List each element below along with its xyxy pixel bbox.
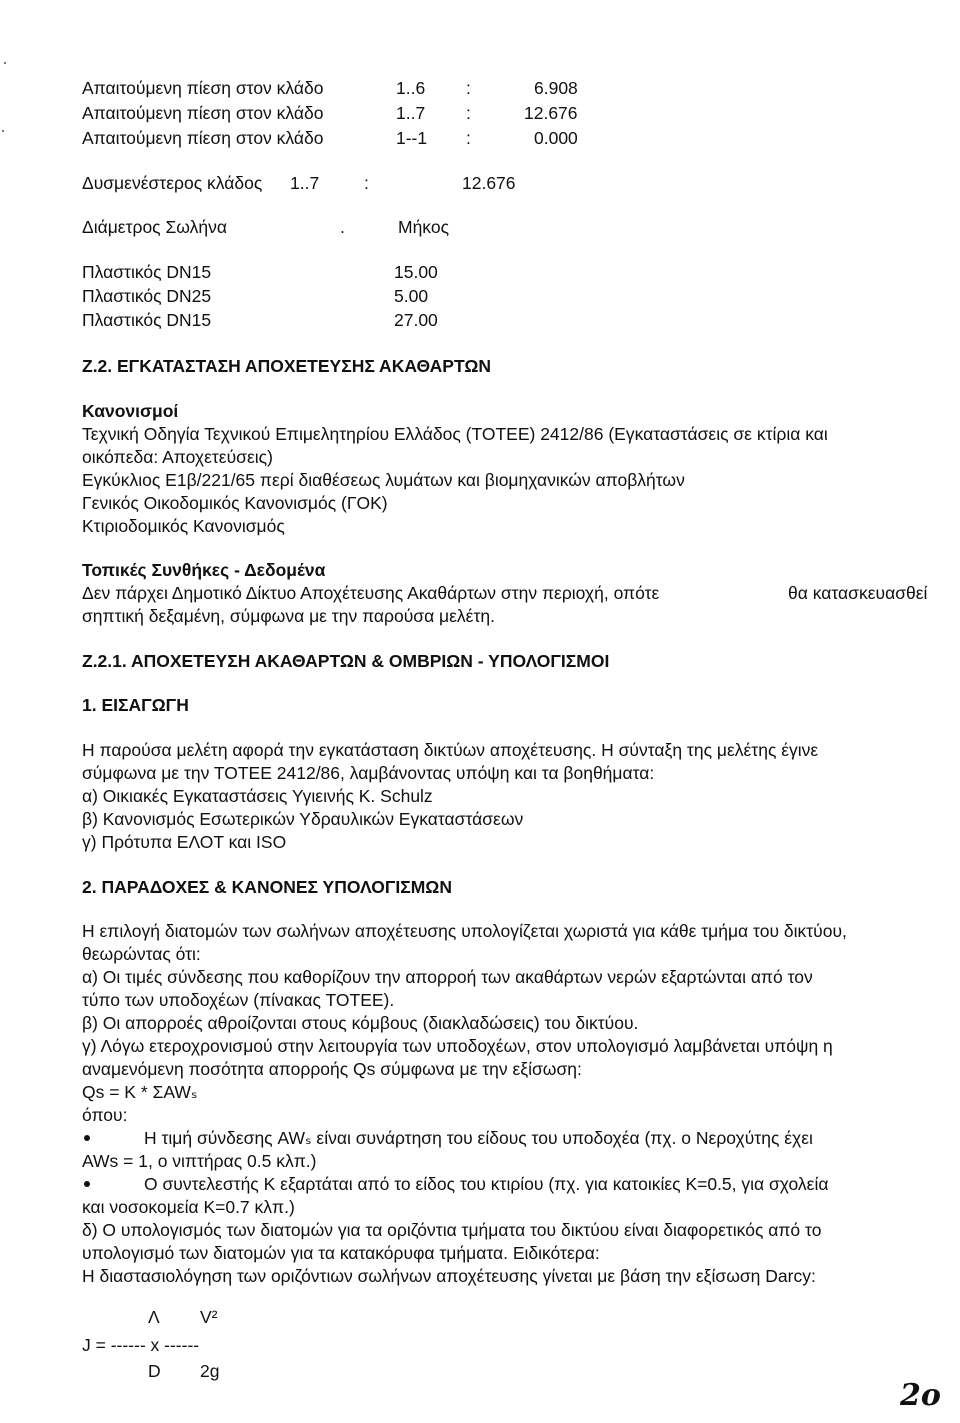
assumptions-line: Η διαστασιολόγηση των οριζόντιων σωλήνων αποχέτευσης γίνεται με βάση την εξίσωση Darcy: <box>82 1266 816 1286</box>
pressure-branch: 1..7 <box>396 103 426 123</box>
regulations-line: οικόπεδα: Αποχετεύσεις) <box>82 447 273 467</box>
scan-mark <box>2 130 4 132</box>
pressure-label: Απαιτούμενη πίεση στον κλάδο <box>82 78 324 98</box>
darcy-denominator-d: D <box>148 1361 161 1381</box>
pressure-value: 12.676 <box>524 103 578 123</box>
bullet-line: Η τιμή σύνδεσης AWₛ είναι συνάρτηση του είδους του υποδοχέα (πχ. ο Νεροχύτης έχει <box>144 1128 813 1148</box>
regulations-line: Εγκύκλιος Ε1β/221/65 περί διαθέσεως λυμάτων και βιομηχανικών αποβλήτων <box>82 470 685 490</box>
assumptions-heading: 2. ΠΑΡΑΔΟΧΕΣ & ΚΑΝΟΝΕΣ ΥΠΟΛΟΓΙΣΜΩΝ <box>82 877 452 897</box>
regulations-heading: Κανονισμοί <box>82 401 179 421</box>
bullet-line: Ο συντελεστής Κ εξαρτάται από το είδος του κτιρίου (πχ. για κατοικίες K=0.5, για σχολεία <box>144 1174 829 1194</box>
pressure-value: 0.000 <box>534 128 578 148</box>
pipe-length: 15.00 <box>394 262 438 282</box>
pipe-material: Πλαστικός DN15 <box>82 262 212 282</box>
assumptions-line: γ) Λόγω ετεροχρονισμού στην λειτουργία των υποδοχέων, στον υπολογισμό λαμβάνεται υπόψη η <box>82 1036 833 1056</box>
pressure-sep: : <box>466 128 471 148</box>
where-label: όπου: <box>82 1105 128 1125</box>
darcy-numerator-lambda: Λ <box>148 1307 160 1327</box>
pipe-length-header: Μήκος <box>398 217 450 237</box>
pipe-length: 27.00 <box>394 310 438 330</box>
intro-heading: 1. ΕΙΣΑΓΩΓΗ <box>82 695 189 715</box>
pressure-value: 6.908 <box>534 78 578 98</box>
darcy-numerator-v2: V² <box>200 1307 218 1327</box>
page-number: 2o <box>900 1378 941 1413</box>
intro-line: γ) Πρότυπα ΕΛΟΤ και ISO <box>82 832 287 852</box>
local-conditions-heading: Τοπικές Συνθήκες - Δεδομένα <box>82 560 326 580</box>
assumptions-line: δ) Ο υπολογισμός των διατομών για τα οριζόντια τμήματα του δικτύου είναι διαφορετικός από το <box>82 1220 822 1240</box>
local-conditions-line: Δεν πάρχει Δημοτικό Δίκτυο Αποχέτευσης Ακαθάρτων στην περιοχή, οπότε <box>82 583 660 603</box>
worst-branch-code: 1..7 <box>290 173 320 193</box>
pipe-header-dot: . <box>340 217 345 237</box>
darcy-equation: J = ------ x ------ <box>82 1335 200 1355</box>
bullet-line: AWs = 1, ο νιπτήρας 0.5 κλπ.) <box>82 1151 317 1171</box>
assumptions-line: α) Οι τιμές σύνδεσης που καθορίζουν την απορροή των ακαθάρτων νερών εξαρτώνται από τον <box>82 967 813 987</box>
pipe-length: 5.00 <box>394 286 429 306</box>
assumptions-line: αναμενόμενη ποσότητα απορροής Qs σύμφωνα με την εξίσωση: <box>82 1059 582 1079</box>
regulations-line: Τεχνική Οδηγία Τεχνικού Επιμελητηρίου Ελλάδος (ΤΟΤΕΕ) 2412/86 (Εγκαταστάσεις σε κτίρια και <box>82 424 828 444</box>
worst-branch-value: 12.676 <box>462 173 516 193</box>
pressure-branch: 1..6 <box>396 78 426 98</box>
section-title: Ζ.2. ΕΓΚΑΤΑΣΤΑΣΗ ΑΠΟΧΕΤΕΥΣΗΣ ΑΚΑΘΑΡΤΩΝ <box>82 356 491 376</box>
worst-branch-label: Δυσμενέστερος κλάδος <box>82 173 263 193</box>
regulations-line: Κτιριοδομικός Κανονισμός <box>82 516 285 536</box>
regulations-line: Γενικός Οικοδομικός Κανονισμός (ΓΟΚ) <box>82 493 388 513</box>
intro-line: β) Κανονισμός Εσωτερικών Υδραυλικών Εγκαταστάσεων <box>82 809 524 829</box>
bullet-icon <box>84 1181 90 1187</box>
pressure-label: Απαιτούμενη πίεση στον κλάδο <box>82 103 324 123</box>
local-conditions-line-end: θα κατασκευασθεί <box>788 583 928 603</box>
assumptions-line: β) Οι απορροές αθροίζονται στους κόμβους (διακλαδώσεις) του δικτύου. <box>82 1013 639 1033</box>
worst-branch-sep: : <box>364 173 369 193</box>
scan-mark <box>4 62 6 64</box>
pressure-label: Απαιτούμενη πίεση στον κλάδο <box>82 128 324 148</box>
intro-line: σύμφωνα με την ΤΟΤΕΕ 2412/86, λαμβάνοντας υπόψη και τα βοηθήματα: <box>82 763 655 783</box>
assumptions-line: τύπο των υποδοχέων (πίνακας ΤΟΤΕΕ). <box>82 990 395 1010</box>
pipe-diameter-header: Διάμετρος Σωλήνα <box>82 217 227 237</box>
pressure-branch: 1--1 <box>396 128 428 148</box>
local-conditions-line: σηπτική δεξαμένη, σύμφωνα με την παρούσα μελέτη. <box>82 606 495 626</box>
assumptions-line: υπολογισμό των διατομών για τα κατακόρυφα τμήματα. Ειδικότερα: <box>82 1243 600 1263</box>
bullet-line: και νοσοκομεία K=0.7 κλπ.) <box>82 1197 295 1217</box>
pressure-sep: : <box>466 103 471 123</box>
bullet-icon <box>84 1135 90 1141</box>
darcy-denominator-2g: 2g <box>200 1361 220 1381</box>
intro-line: Η παρούσα μελέτη αφορά την εγκατάσταση δικτύων αποχέτευσης. Η σύνταξη της μελέτης έγινε <box>82 740 819 760</box>
subsection-title: Ζ.2.1. ΑΠΟΧΕΤΕΥΣΗ ΑΚΑΘΑΡΤΩΝ & ΟΜΒΡΙΩΝ - ΥΠΟΛΟΓΙΣΜΟΙ <box>82 651 610 671</box>
assumptions-line: Η επιλογή διατομών των σωλήνων αποχέτευσης υπολογίζεται χωριστά για κάθε τμήμα του δικτύου, <box>82 921 847 941</box>
qs-formula: Qs = K * ΣAWₛ <box>82 1082 198 1102</box>
pipe-material: Πλαστικός DN15 <box>82 310 212 330</box>
assumptions-line: θεωρώντας ότι: <box>82 944 201 964</box>
intro-line: α) Οικιακές Εγκαταστάσεις Υγιεινής Κ. Schulz <box>82 786 433 806</box>
pressure-sep: : <box>466 78 471 98</box>
pipe-material: Πλαστικός DN25 <box>82 286 212 306</box>
